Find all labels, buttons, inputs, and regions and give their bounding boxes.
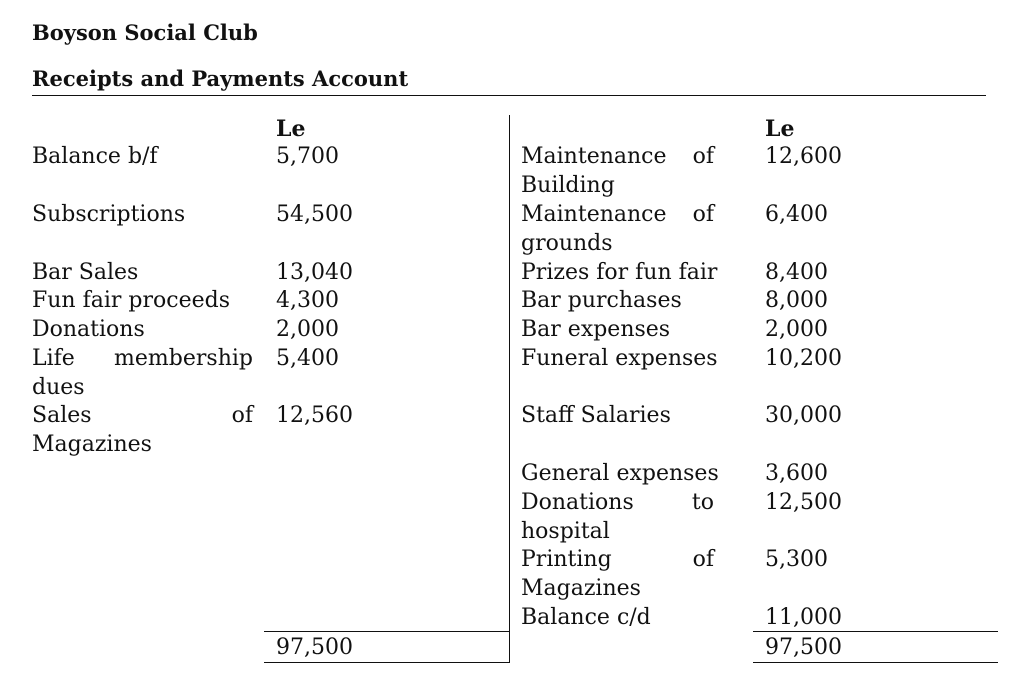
receipt-label: Donations bbox=[32, 317, 145, 342]
receipt-amount: 2,000 bbox=[276, 317, 339, 342]
payments-total-rule-bottom bbox=[753, 662, 998, 663]
title-underline bbox=[32, 95, 986, 96]
payment-label: Maintenance of bbox=[521, 144, 714, 169]
receipts-total: 97,500 bbox=[276, 635, 353, 660]
payment-label-continued: Magazines bbox=[521, 576, 641, 601]
payment-amount: 8,400 bbox=[765, 260, 828, 285]
payment-label: Balance c/d bbox=[521, 605, 651, 630]
receipt-label: Fun fair proceeds bbox=[32, 288, 230, 313]
payment-label-continued: hospital bbox=[521, 519, 610, 544]
payment-amount: 12,500 bbox=[765, 490, 842, 515]
payment-amount: 8,000 bbox=[765, 288, 828, 313]
receipt-amount: 5,700 bbox=[276, 144, 339, 169]
payment-label: Funeral expenses bbox=[521, 346, 718, 371]
payment-label-continued: Building bbox=[521, 173, 615, 198]
receipt-label: Sales of bbox=[32, 403, 253, 428]
payments-total-rule-top bbox=[753, 631, 998, 632]
payment-label: Maintenance of bbox=[521, 202, 714, 227]
payment-amount: 2,000 bbox=[765, 317, 828, 342]
club-name: Boyson Social Club bbox=[32, 20, 258, 45]
payment-amount: 11,000 bbox=[765, 605, 842, 630]
receipt-amount: 13,040 bbox=[276, 260, 353, 285]
receipt-amount: 54,500 bbox=[276, 202, 353, 227]
payment-label: Staff Salaries bbox=[521, 403, 671, 428]
payment-amount: 6,400 bbox=[765, 202, 828, 227]
receipt-label-continued: Magazines bbox=[32, 432, 152, 457]
receipt-label: Life membership bbox=[32, 346, 253, 371]
payment-label: Donations to bbox=[521, 490, 714, 515]
payment-label: Bar purchases bbox=[521, 288, 682, 313]
payment-label: General expenses bbox=[521, 461, 719, 486]
account-title: Receipts and Payments Account bbox=[32, 66, 409, 91]
receipt-label: Balance b/f bbox=[32, 144, 158, 169]
payment-label: Prizes for fun fair bbox=[521, 260, 718, 285]
receipt-amount: 4,300 bbox=[276, 288, 339, 313]
receipt-label: Subscriptions bbox=[32, 202, 186, 227]
column-divider bbox=[509, 115, 510, 663]
payment-amount: 30,000 bbox=[765, 403, 842, 428]
receipts-total-rule-bottom bbox=[264, 662, 509, 663]
payment-label-continued: grounds bbox=[521, 231, 613, 256]
payments-currency-header: Le bbox=[765, 116, 795, 142]
receipt-amount: 12,560 bbox=[276, 403, 353, 428]
payment-amount: 5,300 bbox=[765, 547, 828, 572]
receipt-label-continued: dues bbox=[32, 375, 85, 400]
payment-amount: 12,600 bbox=[765, 144, 842, 169]
payment-label: Bar expenses bbox=[521, 317, 671, 342]
payment-amount: 10,200 bbox=[765, 346, 842, 371]
payments-total: 97,500 bbox=[765, 635, 842, 660]
receipt-label: Bar Sales bbox=[32, 260, 139, 285]
receipts-currency-header: Le bbox=[276, 116, 306, 142]
payment-label: Printing of bbox=[521, 547, 714, 572]
receipt-amount: 5,400 bbox=[276, 346, 339, 371]
payment-amount: 3,600 bbox=[765, 461, 828, 486]
receipts-total-rule-top bbox=[264, 631, 509, 632]
